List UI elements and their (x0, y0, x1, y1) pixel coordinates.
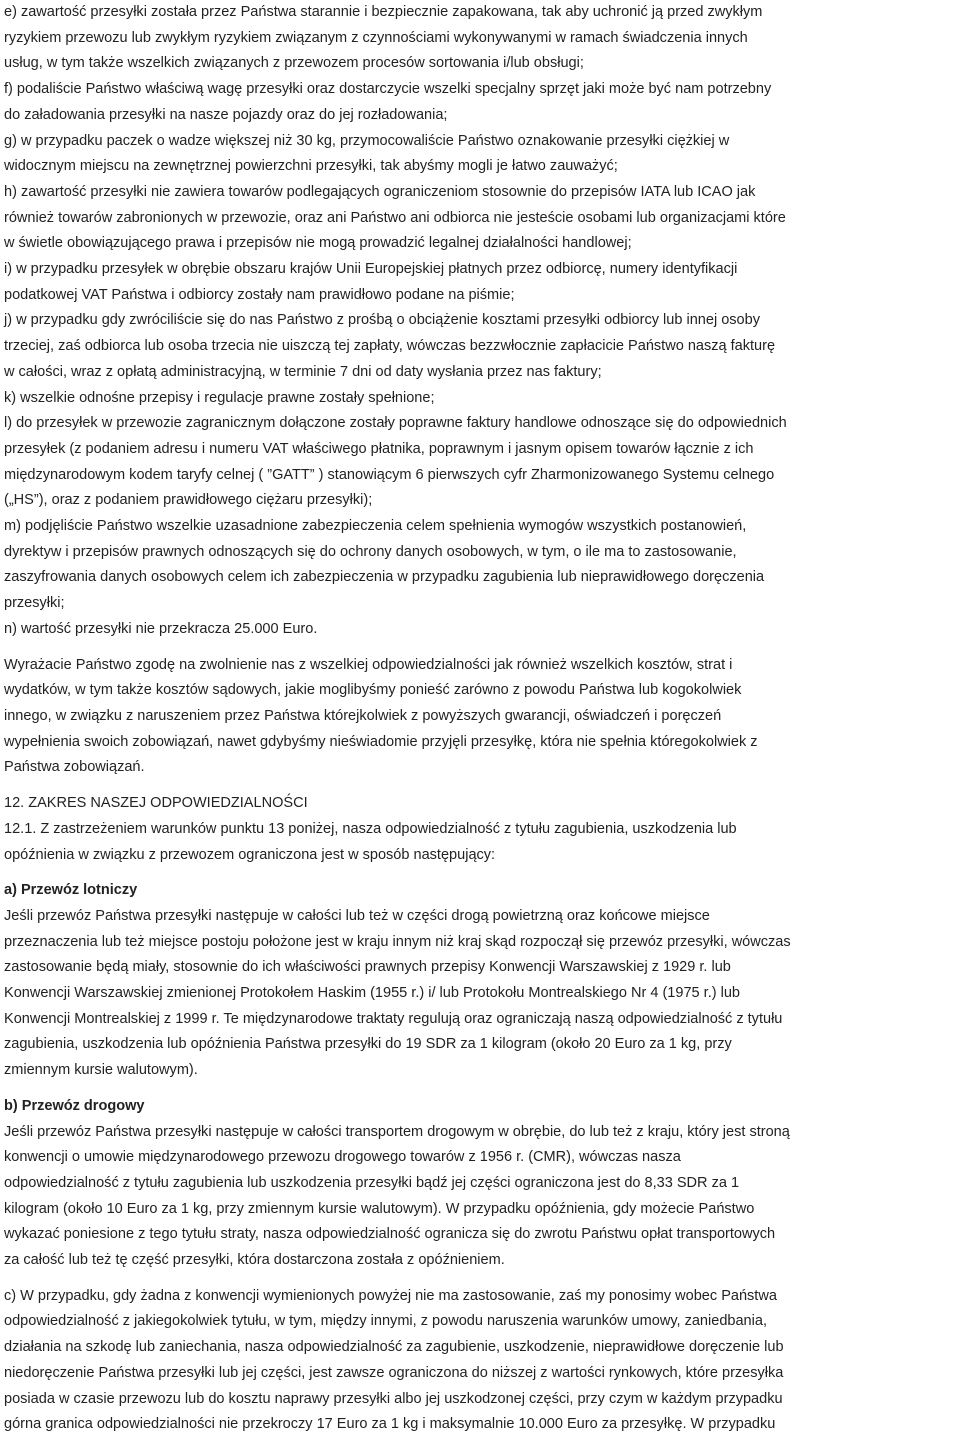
document-line: dyrektyw i przepisów prawnych odnoszących się do ochrony danych osobowych, w tym, o ile ma to zastosowanie, (4, 543, 737, 560)
document-line: i) w przypadku przesyłek w obrębie obszaru krajów Unii Europejskiej płatnych przez odbiorcę, numery identyfikacji (4, 261, 738, 278)
document-line: zmiennym kursie walutowym). (4, 1062, 198, 1079)
section-heading: a) Przewóz lotniczy (4, 882, 138, 899)
document-line: n) wartość przesyłki nie przekracza 25.000 Euro. (4, 620, 318, 637)
document-line: górna granica odpowiedzialności nie przekroczy 17 Euro za 1 kg i maksymalnie 10.000 Euro za przesyłkę. W przypadku (4, 1416, 776, 1432)
document-line: odpowiedzialność z jakiegokolwiek tytułu, w tym, między innymi, z powodu naruszenia warunków umowy, zaniedbania, (4, 1313, 767, 1330)
document-line: Wyrażacie Państwo zgodę na zwolnienie nas z wszelkiej odpowiedzialności jak również wszelkich kosztów, strat i (4, 656, 733, 673)
document-line: Konwencji Warszawskiej zmienionej Protokołem Haskim (1955 r.) i/ lub Protokołu Montrealskiego Nr 4 (1975 r.) lub (4, 985, 741, 1002)
document-line: w całości, wraz z opłatą administracyjną, w terminie 7 dni od daty wysłania przez nas faktury; (4, 363, 602, 380)
document-line: międzynarodowym kodem taryfy celnej ( ”GATT” ) stanowiącym 6 pierwszych cyfr Zharmonizowanego Systemu celnego (4, 466, 775, 483)
document-line: konwencji o umowie międzynarodowego przewozu drogowego towarów z 1956 r. (CMR), wówczas nasza (4, 1149, 681, 1166)
document-line: opóźnienia w związku z przewozem ograniczona jest w sposób następujący: (4, 846, 496, 863)
document-line: wypełnienia swoich zobowiązań, nawet gdybyśmy nieświadomie przyjęli przesyłkę, która nie spełnia któregokolwiek z (4, 733, 758, 750)
document-line: innego, w związku z naruszeniem przez Państwa którejkolwiek z powyższych gwarancji, oświadczeń i poręczeń (4, 707, 722, 724)
document-line: do załadowania przesyłki na nasze pojazdy oraz do jej rozładowania; (4, 106, 448, 123)
document-line: wydatków, w tym także kosztów sądowych, jakie moglibyśmy ponieść zarówno z powodu Państwa lub kogokolwiek (4, 682, 742, 699)
document-line: m) podjęliście Państwo wszelkie uzasadnione zabezpieczenia celem spełnienia wymogów wszystkich postanowień, (4, 518, 747, 535)
document-line: również towarów zabronionych w przewozie, oraz ani Państwo ani odbiorca nie jesteście osobami lub organizacjami które (4, 209, 786, 226)
document-line: działania na szkodę lub zaniechania, nasza odpowiedzialność za zagubienie, uszkodzenie, nieprawidłowe doręczenie lub (4, 1339, 784, 1356)
document-line: („HS”), oraz z podaniem prawidłowego ciężaru przesyłki); (4, 492, 373, 509)
document-line: c) W przypadku, gdy żadna z konwencji wymienionych powyżej nie ma zastosowanie, zaś my ponosimy wobec Państwa (4, 1287, 777, 1304)
document-line: w świetle obowiązującego prawa i przepisów nie mogą prowadzić legalnej działalności handlowej; (4, 235, 632, 252)
document-line: trzeciej, zaś odbiorca lub osoba trzecia nie uiszczą tej zapłaty, wówczas bezzwłocznie zapłacicie Państwo naszą fakturę (4, 338, 776, 355)
document-line: podatkowej VAT Państwa i odbiorcy zostały nam prawidłowo podane na piśmie; (4, 286, 515, 303)
document-line: g) w przypadku paczek o wadze większej niż 30 kg, przymocowaliście Państwo oznakowanie przesyłki ciężkiej w (4, 132, 730, 149)
document-line: zastosowanie będą miały, stosownie do ich właściwości prawnych przepisy Konwencji Warszawskiej z 1929 r. lub (4, 959, 731, 976)
document-line: za całość lub też tę część przesyłki, która dostarczona została z opóźnieniem. (4, 1252, 505, 1269)
document-line: f) podaliście Państwo właściwą wagę przesyłki oraz dostarczycie wszelki specjalny sprzęt jaki może być nam potrzebny (4, 81, 772, 98)
document-line: 12.1. Z zastrzeżeniem warunków punktu 13 poniżej, nasza odpowiedzialność z tytułu zagubienia, uszkodzenia lub (4, 820, 737, 837)
document-line: przeznaczenia lub też miejsce postoju położone jest w kraju innym niż kraj skąd rozpoczął się przewóz przesyłki, wówczas (4, 933, 791, 950)
document-line: odpowiedzialność z tytułu zagubienia lub uszkodzenia przesyłki bądź jej części ograniczona jest do 8,33 SDR za 1 (4, 1174, 740, 1191)
document-line: przesyłek (z podaniem adresu i numeru VAT właściwego płatnika, poprawnym i jasnym opisem towarów łącznie z ich (4, 440, 754, 457)
document-line: e) zawartość przesyłki została przez Państwa starannie i bezpiecznie zapakowana, tak aby uchronić ją przed zwykłym (4, 4, 763, 20)
document-line: zaszyfrowania danych osobowych celem ich zabezpieczenia w przypadku zagubienia lub nieprawidłowego doręczenia (4, 569, 765, 586)
document-line: usług, w tym także wszelkich związanych z przewozem procesów sortowania i/lub obsługi; (4, 55, 584, 72)
document-line: widocznym miejscu na zewnętrznej powierzchni przesyłki, tak abyśmy mogli je łatwo zauważyć; (4, 158, 618, 175)
document-line: przesyłki; (4, 595, 65, 612)
document-line: Konwencji Montrealskiej z 1999 r. Te międzynarodowe traktaty regulują oraz ograniczają naszą odpowiedzialność z tytułu (4, 1010, 783, 1027)
document-line: Jeśli przewóz Państwa przesyłki następuje w całości lub też w części drogą powietrzną oraz końcowe miejsce (4, 907, 710, 924)
document-line: 12. ZAKRES NASZEJ ODPOWIEDZIALNOŚCI (4, 795, 308, 812)
document-line: k) wszelkie odnośne przepisy i regulacje prawne zostały spełnione; (4, 389, 435, 406)
document-line: zagubienia, uszkodzenia lub opóźnienia Państwa przesyłki do 19 SDR za 1 kilogram (około 20 Euro za 1 kg, przy (4, 1036, 732, 1053)
document-line: h) zawartość przesyłki nie zawiera towarów podlegających ograniczeniom stosownie do przepisów IATA lub ICAO jak (4, 183, 756, 200)
document-line: wykazać poniesione z tego tytułu straty, nasza odpowiedzialność ogranicza się do zwrotu Państwu opłat transportowych (4, 1226, 776, 1243)
document-line: niedoręczenie Państwa przesyłki lub jej części, jest zawsze ograniczona do niższej z wartości rynkowych, które przesyłka (4, 1364, 784, 1381)
document-line: Państwa zobowiązań. (4, 759, 145, 776)
document-line: posiada w czasie przewozu lub do kosztu naprawy przesyłki albo jej uszkodzonej części, przy czym w każdym przypadku (4, 1390, 783, 1407)
document-line: j) w przypadku gdy zwróciliście się do nas Państwo z prośbą o obciążenie kosztami przesyłki odbiorcy lub innej osoby (4, 312, 760, 329)
document-line: ryzykiem przewozu lub zwykłym ryzykiem związanym z czynnościami wykonywanymi w ramach świadczenia innych (4, 29, 748, 46)
document-line: Jeśli przewóz Państwa przesyłki następuje w całości transportem drogowym w obrębie, do lub też z kraju, który jest stroną (4, 1123, 790, 1140)
section-heading: b) Przewóz drogowy (4, 1097, 145, 1114)
document-line: kilogram (około 10 Euro za 1 kg, przy zmiennym kursie walutowym). W przypadku opóźnienia, gdy możecie Państwo (4, 1200, 755, 1217)
document-line: l) do przesyłek w przewozie zagranicznym dołączone zostały poprawne faktury handlowe odnoszące się do odpowiednich (4, 415, 787, 432)
